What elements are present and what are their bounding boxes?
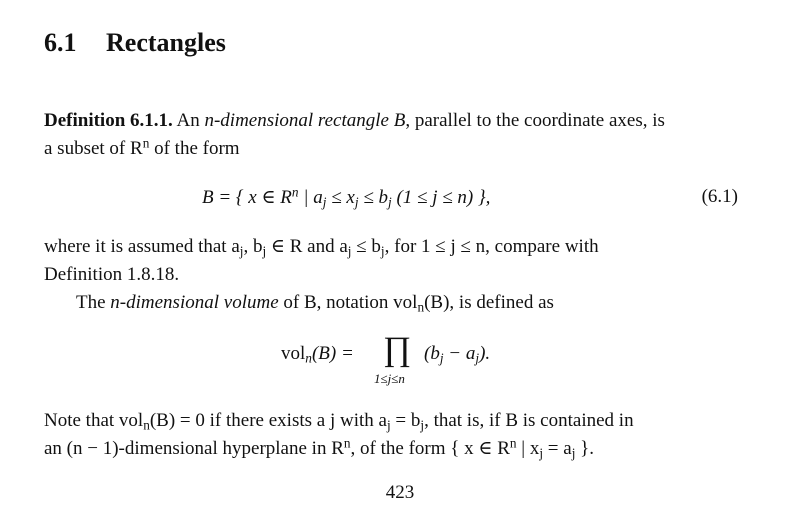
subscript: n (143, 417, 150, 433)
math: (b (424, 343, 440, 364)
volume-formula-rhs (424, 343, 490, 365)
subscript: j (354, 194, 359, 210)
subscript: j (380, 243, 385, 259)
math: (1 ≤ j ≤ n) }, (391, 187, 491, 208)
text: an (n − 1)-dimensional hyperplane in R (44, 438, 344, 459)
subscript: j (347, 243, 352, 259)
math: | a (298, 187, 323, 208)
math: ≤ b (358, 187, 388, 208)
subscript: j (439, 350, 444, 366)
subscript: j (322, 194, 327, 210)
subscript: j (388, 194, 392, 210)
text: = a (543, 438, 572, 459)
text: (B) = 0 if there exists a j with a (149, 410, 387, 431)
text: ∈ R and a (266, 236, 348, 257)
subscript: j (571, 445, 576, 461)
math: − a (443, 343, 476, 364)
definition-line-2 (44, 136, 240, 162)
subscript: n (417, 299, 425, 315)
math: (B) = (311, 343, 354, 364)
math: ≤ x (326, 187, 355, 208)
page-number: 423 (385, 482, 415, 503)
superscript: n (291, 184, 299, 200)
math: ). (479, 343, 491, 364)
superscript: n (343, 435, 351, 451)
equation-6-1 (202, 186, 490, 209)
text: , parallel to the coordinate axes, is (405, 110, 665, 131)
text: , that is, if B is contained in (424, 410, 634, 431)
subscript: j (539, 445, 544, 461)
text: (B), is defined as (424, 292, 554, 313)
text: , for 1 ≤ j ≤ n, compare with (384, 236, 599, 257)
text: of the form (149, 138, 240, 159)
text: The (76, 292, 106, 313)
subscript: j (262, 243, 267, 259)
defined-term: n-dimensional rectangle B (204, 110, 406, 131)
volume-formula-lhs (281, 343, 354, 365)
text: where it is assumed that a (44, 236, 240, 257)
paragraph-2 (76, 290, 554, 316)
subscript: j (420, 417, 425, 433)
text: ≤ b (351, 236, 381, 257)
text: Note that vol (44, 410, 144, 431)
equation-number: (6.1) (701, 186, 738, 207)
paragraph-3-line-1 (44, 408, 634, 434)
text: of B, notation vol (278, 292, 418, 313)
section-heading (44, 28, 226, 58)
definition-label: Definition 6.1.1. (44, 110, 173, 131)
subscript: j (475, 350, 480, 366)
subscript: j (239, 243, 244, 259)
text: a subset of R (44, 138, 143, 159)
section-title: Rectangles (106, 28, 226, 57)
product-symbol: ∏ (383, 331, 411, 368)
math: vol (281, 343, 306, 364)
text: An (176, 110, 200, 131)
paragraph-3-line-2 (44, 436, 594, 462)
text: }. (575, 438, 595, 459)
superscript: n (142, 135, 150, 151)
text: , b (243, 236, 263, 257)
section-number: 6.1 (44, 28, 77, 57)
text: | x (516, 438, 540, 459)
text: , of the form { x ∈ R (350, 438, 510, 459)
product-index: 1≤j≤n (374, 371, 405, 386)
text: = b (390, 410, 421, 431)
paragraph-1-line-1 (44, 234, 599, 260)
definition-line-1 (44, 108, 665, 134)
subscript: j (386, 417, 391, 433)
defined-term: n-dimensional volume (110, 292, 279, 313)
superscript: n (509, 435, 517, 451)
subscript: n (305, 350, 312, 366)
paragraph-1-line-2: Definition 1.8.18. (44, 264, 180, 285)
math: B = { x ∈ R (202, 187, 292, 208)
